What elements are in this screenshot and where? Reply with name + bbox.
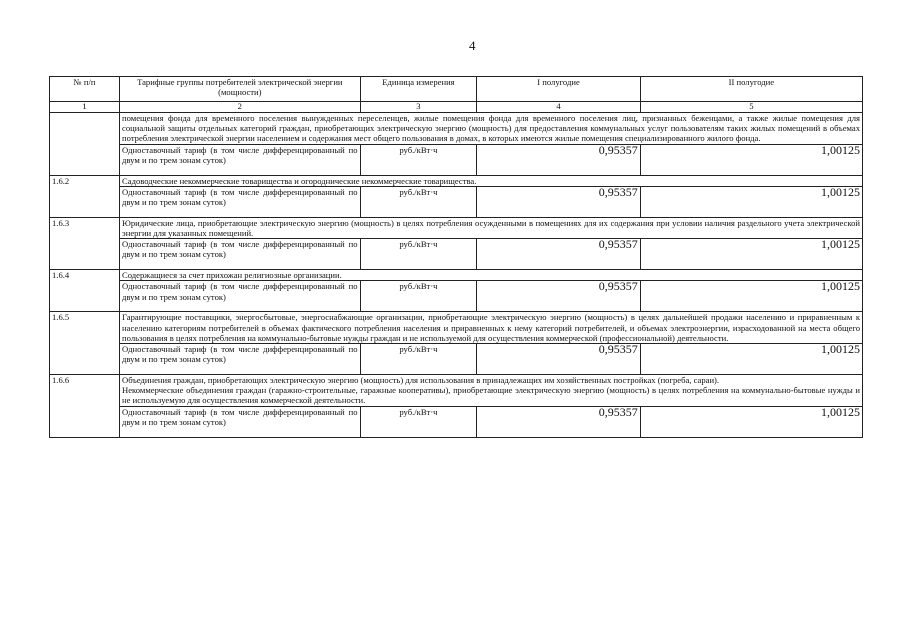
tariff-row bbox=[50, 239, 863, 270]
column-number: 5 bbox=[640, 102, 862, 113]
tariff-h2-value: 1,00125 bbox=[640, 186, 862, 217]
section-description-extra: Некоммерческие объединения граждан (гаражно-строительные, гаражные кооперативы), приобретающие электрическую энергию (мощность) в целях потребления на коммунально-бытовые нужды и не используемую для осуществления коммерческой деятельности. bbox=[122, 385, 860, 406]
tariff-unit: руб./кВт·ч bbox=[360, 186, 477, 217]
tariff-unit: руб./кВт·ч bbox=[360, 406, 477, 437]
section-description: помещения фонда для временного поселения вынужденных переселенцев, жилые помещения фонда для временного поселения лиц, признанных беженцами, а также жилые помещения для социальной защиты отдельных категорий граждан, приобретающих электрическую энергию (мощность) для предоставления коммунальных услуг пользователям таких жилых помещений в объемах потребления электрической энергии населением и содержания мест общего пользования в домах, в которых имеются жилые помещения специализированного жилого фонда. bbox=[120, 113, 863, 145]
tariff-unit: руб./кВт·ч bbox=[360, 344, 477, 375]
column-number: 3 bbox=[360, 102, 477, 113]
tariff-table bbox=[49, 76, 863, 438]
tariff-h1-value: 0,95357 bbox=[477, 144, 640, 175]
tariff-unit: руб./кВт·ч bbox=[360, 281, 477, 312]
tariff-h1-value: 0,95357 bbox=[477, 344, 640, 375]
header-num: № п/п bbox=[50, 77, 120, 102]
tariff-name: Одноставочный тариф (в том числе дифференцированный по двум и по трем зонам суток) bbox=[120, 144, 361, 175]
tariff-name: Одноставочный тариф (в том числе дифференцированный по двум и по трем зонам суток) bbox=[120, 406, 361, 437]
section-number: 1.6.5 bbox=[50, 312, 120, 375]
header-unit: Единица измерения bbox=[360, 77, 477, 102]
section-number: 1.6.3 bbox=[50, 217, 120, 269]
tariff-h2-value: 1,00125 bbox=[640, 406, 862, 437]
tariff-h1-value: 0,95357 bbox=[477, 239, 640, 270]
section-row bbox=[50, 375, 863, 407]
page-number: 4 bbox=[469, 38, 476, 53]
tariff-row bbox=[50, 281, 863, 312]
column-number: 1 bbox=[50, 102, 120, 113]
section-description: Юридические лица, приобретающие электрическую энергию (мощность) в целях потребления осужденными в помещениях для их содержания при условии наличия раздельного учета электрической энергии для указанных помещений. bbox=[120, 217, 863, 238]
section-row bbox=[50, 312, 863, 344]
section-row bbox=[50, 175, 863, 186]
section-number: 1.6.6 bbox=[50, 375, 120, 438]
header-row bbox=[50, 77, 863, 102]
section-row bbox=[50, 270, 863, 281]
tariff-row bbox=[50, 144, 863, 175]
section-row bbox=[50, 217, 863, 238]
section-row bbox=[50, 113, 863, 145]
tariff-name: Одноставочный тариф (в том числе дифференцированный по двум и по трем зонам суток) bbox=[120, 239, 361, 270]
tariff-row bbox=[50, 406, 863, 437]
tariff-name: Одноставочный тариф (в том числе дифференцированный по двум и по трем зонам суток) bbox=[120, 186, 361, 217]
column-number: 2 bbox=[120, 102, 361, 113]
header-group: Тарифные группы потребителей электрической энергии (мощности) bbox=[120, 77, 361, 102]
header-h2: II полугодие bbox=[640, 77, 862, 102]
tariff-h1-value: 0,95357 bbox=[477, 186, 640, 217]
column-number: 4 bbox=[477, 102, 640, 113]
section-description: Гарантирующие поставщики, энергосбытовые, энергоснабжающие организации, приобретающие электрическую энергию (мощность) в целях дальнейшей продажи населению и приравненным к населению категориям потребителей в объемах фактического потребления населения и приравненных к нему категорий потребителей, и объемах электроэнергии, израсходованной на места общего пользования в целях потребления на коммунально-бытовые нужды граждан и не используемой для осуществления коммерческой (профессиональной) деятельности. bbox=[120, 312, 863, 344]
section-number bbox=[50, 113, 120, 176]
tariff-h2-value: 1,00125 bbox=[640, 239, 862, 270]
tariff-h1-value: 0,95357 bbox=[477, 281, 640, 312]
tariff-name: Одноставочный тариф (в том числе дифференцированный по двум и по трем зонам суток) bbox=[120, 344, 361, 375]
tariff-unit: руб./кВт·ч bbox=[360, 239, 477, 270]
tariff-h2-value: 1,00125 bbox=[640, 281, 862, 312]
tariff-h1-value: 0,95357 bbox=[477, 406, 640, 437]
tariff-row bbox=[50, 186, 863, 217]
section-number: 1.6.2 bbox=[50, 175, 120, 217]
tariff-unit: руб./кВт·ч bbox=[360, 144, 477, 175]
header-h1: I полугодие bbox=[477, 77, 640, 102]
tariff-h2-value: 1,00125 bbox=[640, 144, 862, 175]
section-description: Садоводческие некоммерческие товарищества и огороднические некоммерческие товарищества. bbox=[120, 175, 863, 186]
section-description-block bbox=[120, 375, 863, 407]
section-number: 1.6.4 bbox=[50, 270, 120, 312]
section-description: Содержащиеся за счет прихожан религиозные организации. bbox=[120, 270, 863, 281]
tariff-name: Одноставочный тариф (в том числе дифференцированный по двум и по трем зонам суток) bbox=[120, 281, 361, 312]
section-description: Объединения граждан, приобретающих электрическую энергию (мощность) для использования в принадлежащих им хозяйственных постройках (погреба, сараи). bbox=[122, 375, 720, 386]
tariff-row bbox=[50, 344, 863, 375]
tariff-h2-value: 1,00125 bbox=[640, 344, 862, 375]
column-number-row bbox=[50, 102, 863, 113]
